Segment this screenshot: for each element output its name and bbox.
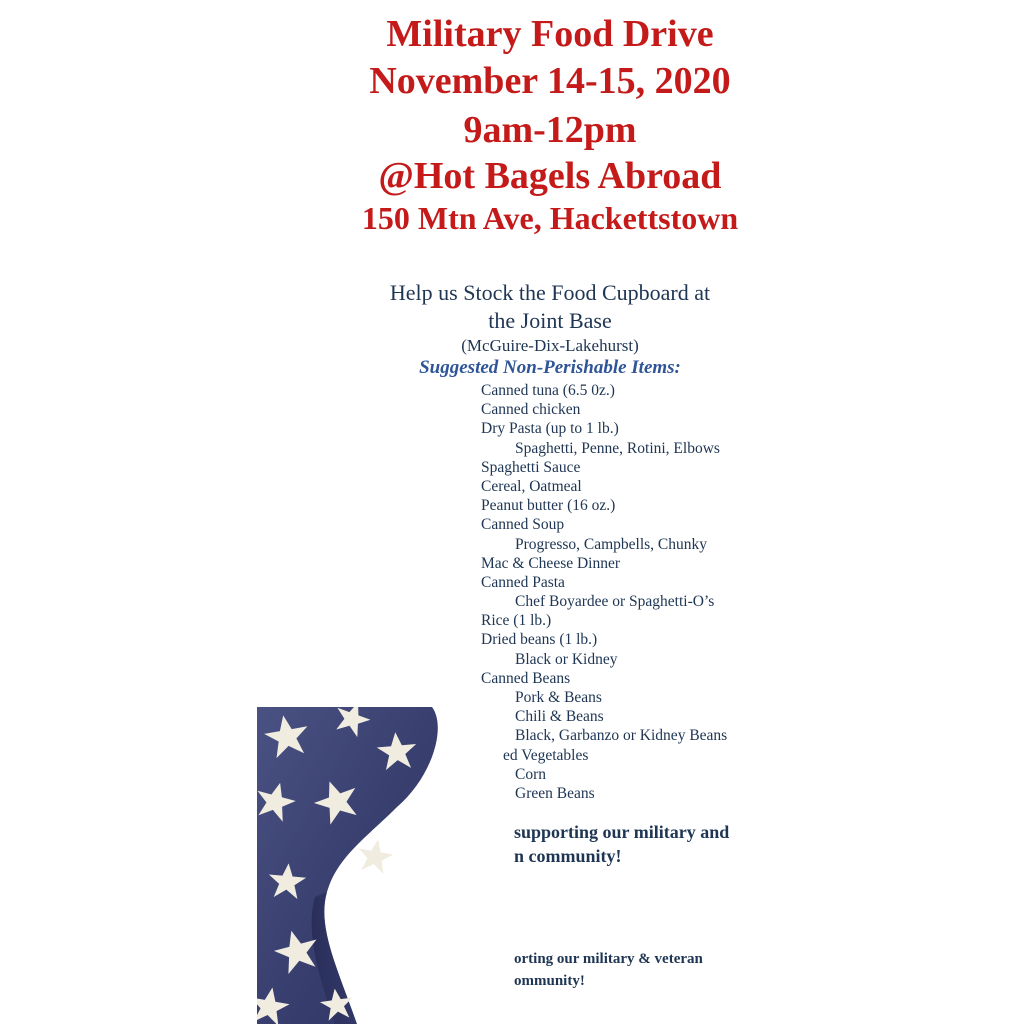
event-venue: @Hot Bagels Abroad bbox=[378, 155, 722, 197]
event-dates: November 14-15, 2020 bbox=[369, 60, 731, 102]
list-subitem: Corn bbox=[515, 765, 546, 783]
support-line-1: supporting our military and bbox=[514, 822, 730, 842]
intro-line-1: Help us Stock the Food Cupboard at bbox=[389, 280, 711, 305]
list-subitem: Green Beans bbox=[515, 784, 595, 802]
list-item: Cereal, Oatmeal bbox=[481, 477, 582, 495]
event-address: 150 Mtn Ave, Hackettstown bbox=[361, 200, 739, 236]
event-title: Military Food Drive bbox=[386, 13, 714, 55]
list-subitem: Chili & Beans bbox=[515, 708, 604, 726]
list-item: Mac & Cheese Dinner bbox=[481, 554, 621, 572]
suggested-items-heading: Suggested Non-Perishable Items: bbox=[419, 357, 681, 378]
american-flag-fabric-icon bbox=[257, 707, 528, 1024]
flag-fabric bbox=[257, 707, 438, 1024]
list-item: Dried beans (1 lb.) bbox=[481, 631, 598, 649]
list-item: Dry Pasta (up to 1 lb.) bbox=[481, 420, 619, 438]
list-item: Canned Soup bbox=[481, 516, 565, 534]
list-item: Peanut butter (16 oz.) bbox=[481, 497, 616, 515]
list-item: Rice (1 lb.) bbox=[481, 612, 552, 630]
list-subitem: Black, Garbanzo or Kidney Beans bbox=[515, 727, 728, 745]
base-name: (McGuire-Dix-Lakehurst) bbox=[461, 336, 639, 355]
list-subitem: Pork & Beans bbox=[515, 689, 602, 706]
list-subitem: Spaghetti, Penne, Rotini, Elbows bbox=[515, 439, 720, 457]
list-item: Canned tuna (6.5 0z.) bbox=[481, 382, 615, 399]
list-item: Canned Beans bbox=[481, 669, 571, 687]
list-subitem: Progresso, Campbells, Chunky bbox=[515, 535, 708, 553]
list-item: Canned Pasta bbox=[481, 573, 565, 591]
list-item: Canned chicken bbox=[481, 401, 581, 419]
support-line-4: ommunity! bbox=[514, 973, 585, 989]
list-item: Spaghetti Sauce bbox=[481, 458, 581, 476]
intro-line-2: the Joint Base bbox=[488, 308, 612, 333]
support-line-3: orting our military & veteran bbox=[514, 951, 703, 967]
list-subitem: Chef Boyardee or Spaghetti-O’s bbox=[515, 593, 715, 611]
support-line-2: n community! bbox=[514, 846, 622, 866]
event-hours: 9am-12pm bbox=[463, 109, 637, 151]
list-item: ed Vegetables bbox=[503, 746, 589, 764]
list-subitem: Black or Kidney bbox=[515, 650, 618, 668]
